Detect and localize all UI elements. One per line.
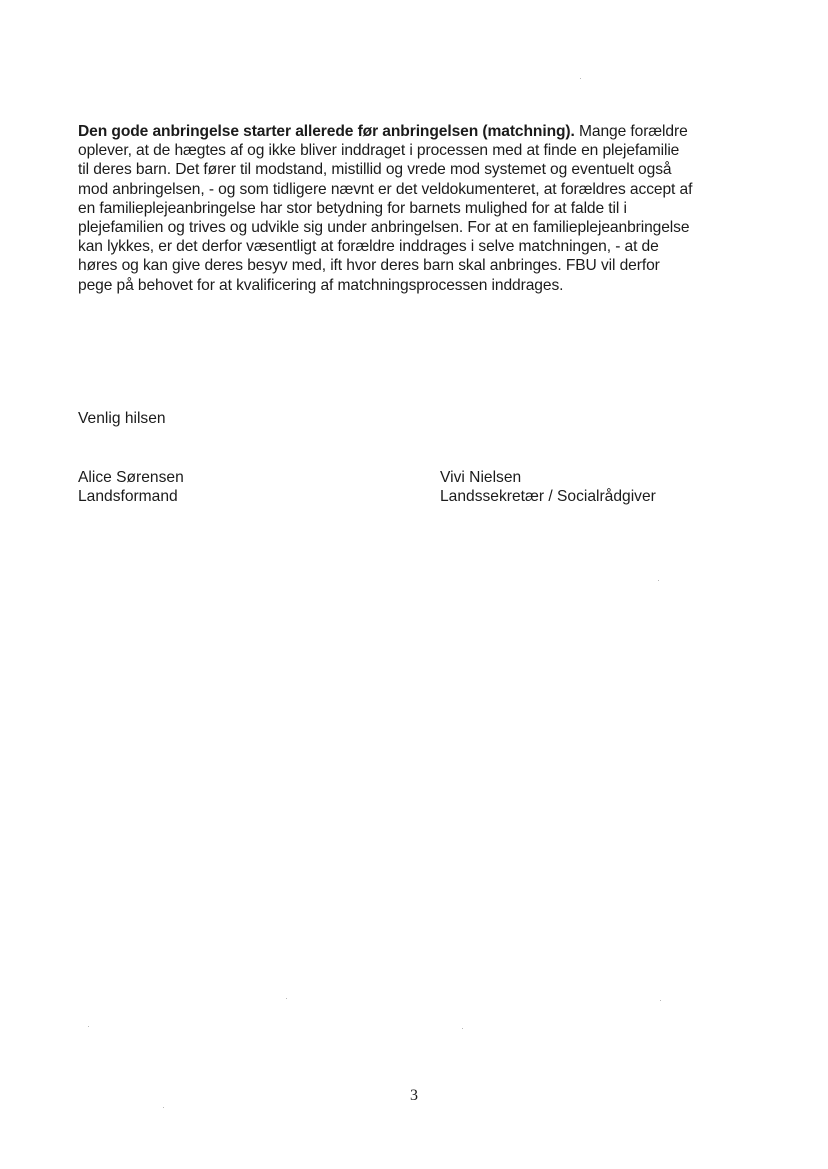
signer-name: Alice Sørensen (78, 469, 184, 486)
scan-speck (580, 78, 581, 79)
body-paragraph (78, 122, 754, 295)
scan-speck (658, 580, 659, 581)
signer-left (78, 468, 184, 506)
paragraph-line-2: oplever, at de hægtes af og ikke bliver inddraget i processen med at finde en plejefamilie (78, 142, 680, 160)
scan-speck (462, 1028, 463, 1029)
signer-right (440, 468, 656, 506)
paragraph-line-5: en familieplejeanbringelse har stor betydning for barnets mulighed for at falde til i (78, 199, 627, 217)
signer-title: Landsformand (78, 488, 178, 505)
closing-greeting: Venlig hilsen (78, 410, 166, 427)
scan-speck (660, 1000, 661, 1001)
paragraph-line-1-rest: Mange forældre (574, 123, 688, 140)
paragraph-line-7: kan lykkes, er det derfor væsentligt at forældre inddrages i selve matchningen, - at de (78, 238, 659, 256)
signer-name: Vivi Nielsen (440, 469, 522, 486)
paragraph-line-6: plejefamilien og trives og udvikle sig under anbringelsen. For at en familieplejeanbringelse (78, 219, 690, 237)
paragraph-line-9: pege på behovet for at kvalificering af matchningsprocessen inddrages. (78, 276, 564, 294)
paragraph-bold-lead: Den gode anbringelse starter allerede før anbringelsen (matchning). (78, 123, 575, 140)
paragraph-line-8: høres og kan give deres besyv med, ift hvor deres barn skal anbringes. FBU vil derfor (78, 257, 660, 275)
paragraph-line-3: til deres barn. Det fører til modstand, mistillid og vrede mod systemet og eventuelt også (78, 161, 672, 179)
scan-speck (163, 1107, 164, 1108)
paragraph-line-1 (78, 122, 754, 141)
page-number: 3 (410, 1087, 418, 1104)
paragraph-line-4: mod anbringelsen, - og som tidligere nævnt er det veldokumenteret, at forældres accept af (78, 180, 693, 198)
signer-title: Landssekretær / Socialrådgiver (440, 488, 656, 505)
scan-speck (88, 1026, 89, 1027)
scan-speck (286, 998, 287, 999)
